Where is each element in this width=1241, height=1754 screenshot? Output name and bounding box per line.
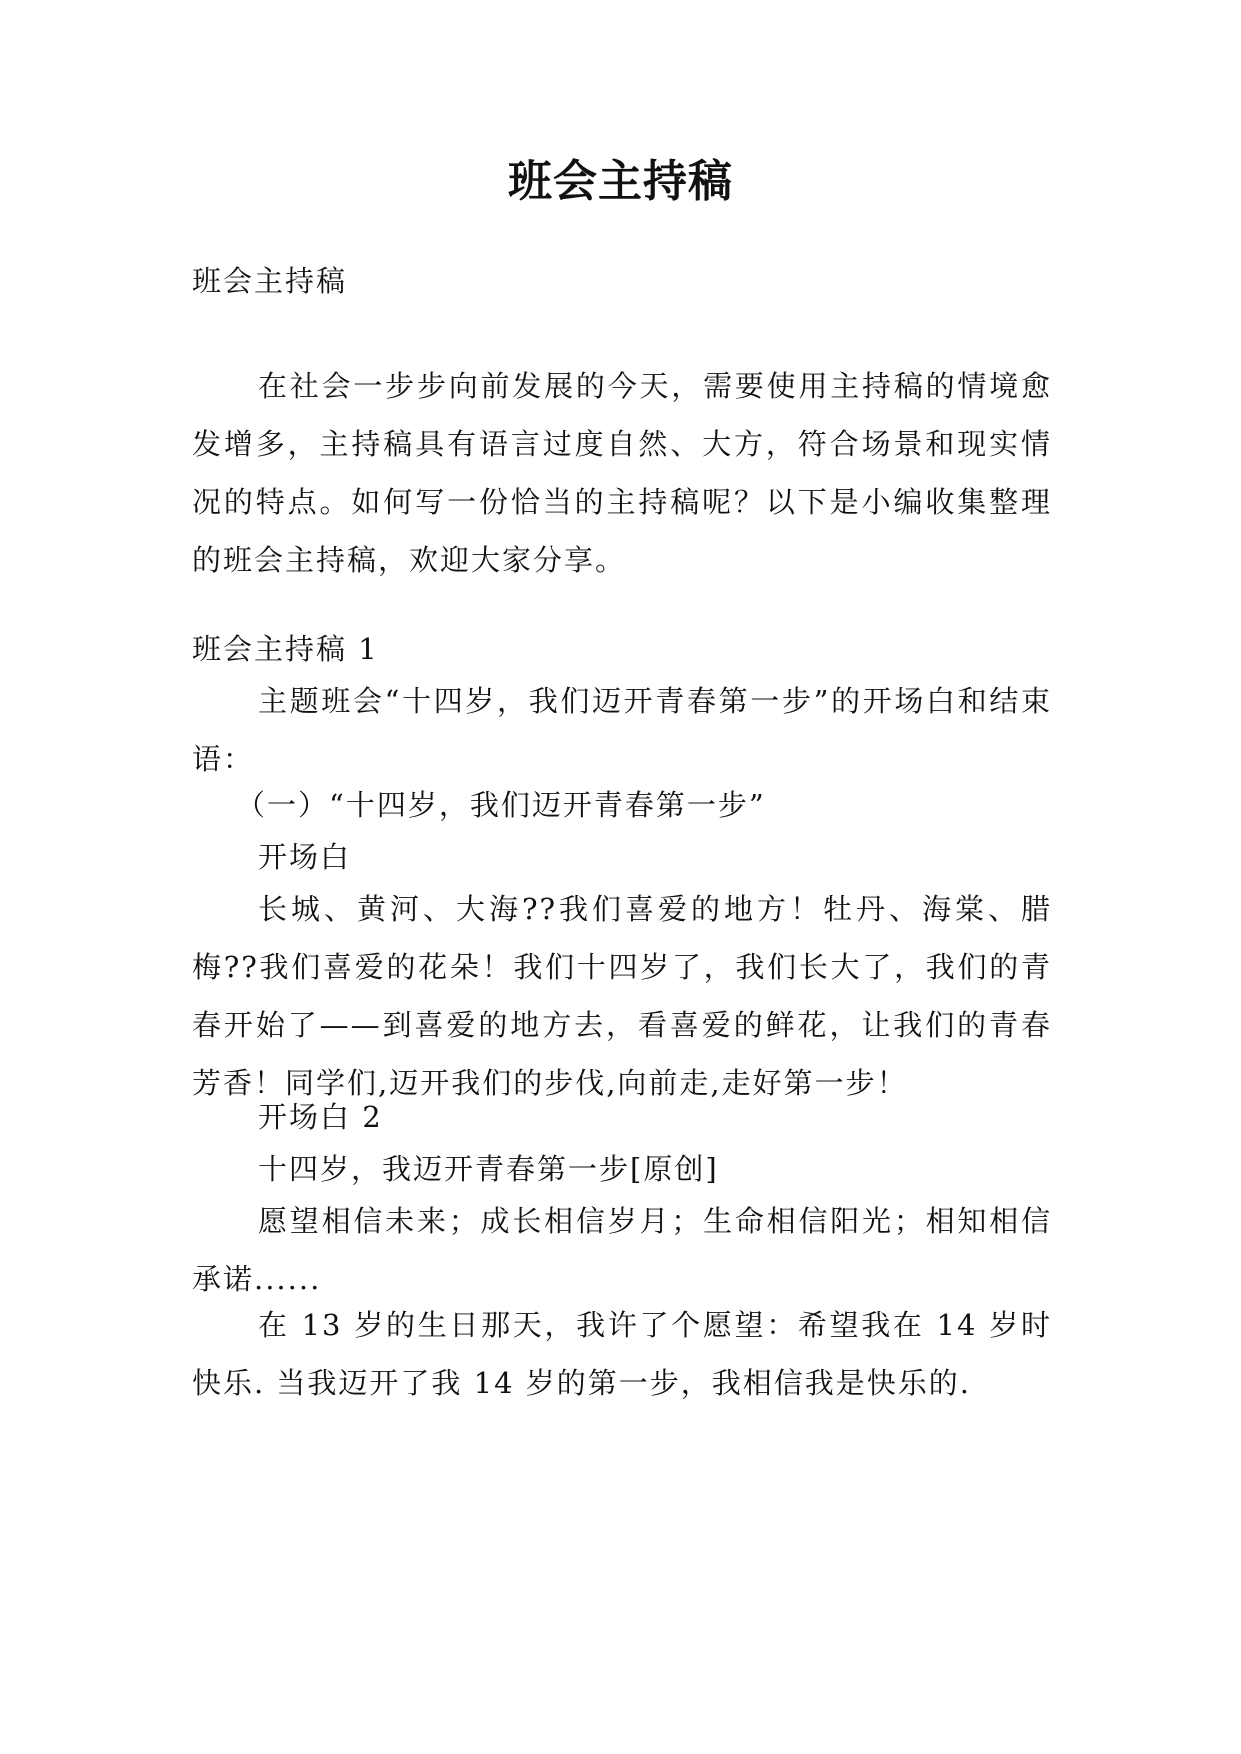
opening-label: 开场白 xyxy=(258,840,352,874)
opening2-label: 开场白 2 xyxy=(258,1100,383,1134)
section-heading: 班会主持稿 1 xyxy=(192,632,379,666)
poem-line: 愿望相信未来；成长相信岁月；生命相信阳光；相知相信承诺...... xyxy=(192,1204,1052,1296)
opening-paragraph: 长城、黄河、大海??我们喜爱的地方！牡丹、海棠、腊梅??我们喜爱的花朵！我们十四岁了，我们长大了，我们的青春开始了——到喜爱的地方去，看喜爱的鲜花，让我们的青春芳香！同学们,迈开我们的步伐,向前走,走好第一步！ xyxy=(192,892,1052,1100)
document-title: 班会主持稿 xyxy=(508,156,733,207)
document-subtitle: 班会主持稿 xyxy=(192,264,348,298)
poem-title: 十四岁，我迈开青春第一步[原创] xyxy=(258,1152,719,1186)
part-heading: （一）“十四岁，我们迈开青春第一步” xyxy=(236,788,766,822)
theme-paragraph: 主题班会“十四岁，我们迈开青春第一步”的开场白和结束语： xyxy=(192,684,1052,776)
birthday-paragraph: 在 13 岁的生日那天，我许了个愿望：希望我在 14 岁时快乐. 当我迈开了我 14 岁的第一步，我相信我是快乐的. xyxy=(192,1308,1052,1400)
intro-paragraph: 在社会一步步向前发展的今天，需要使用主持稿的情境愈发增多，主持稿具有语言过度自然、大方，符合场景和现实情况的特点。如何写一份恰当的主持稿呢？以下是小编收集整理的班会主持稿，欢迎大家分享。 xyxy=(192,369,1052,577)
